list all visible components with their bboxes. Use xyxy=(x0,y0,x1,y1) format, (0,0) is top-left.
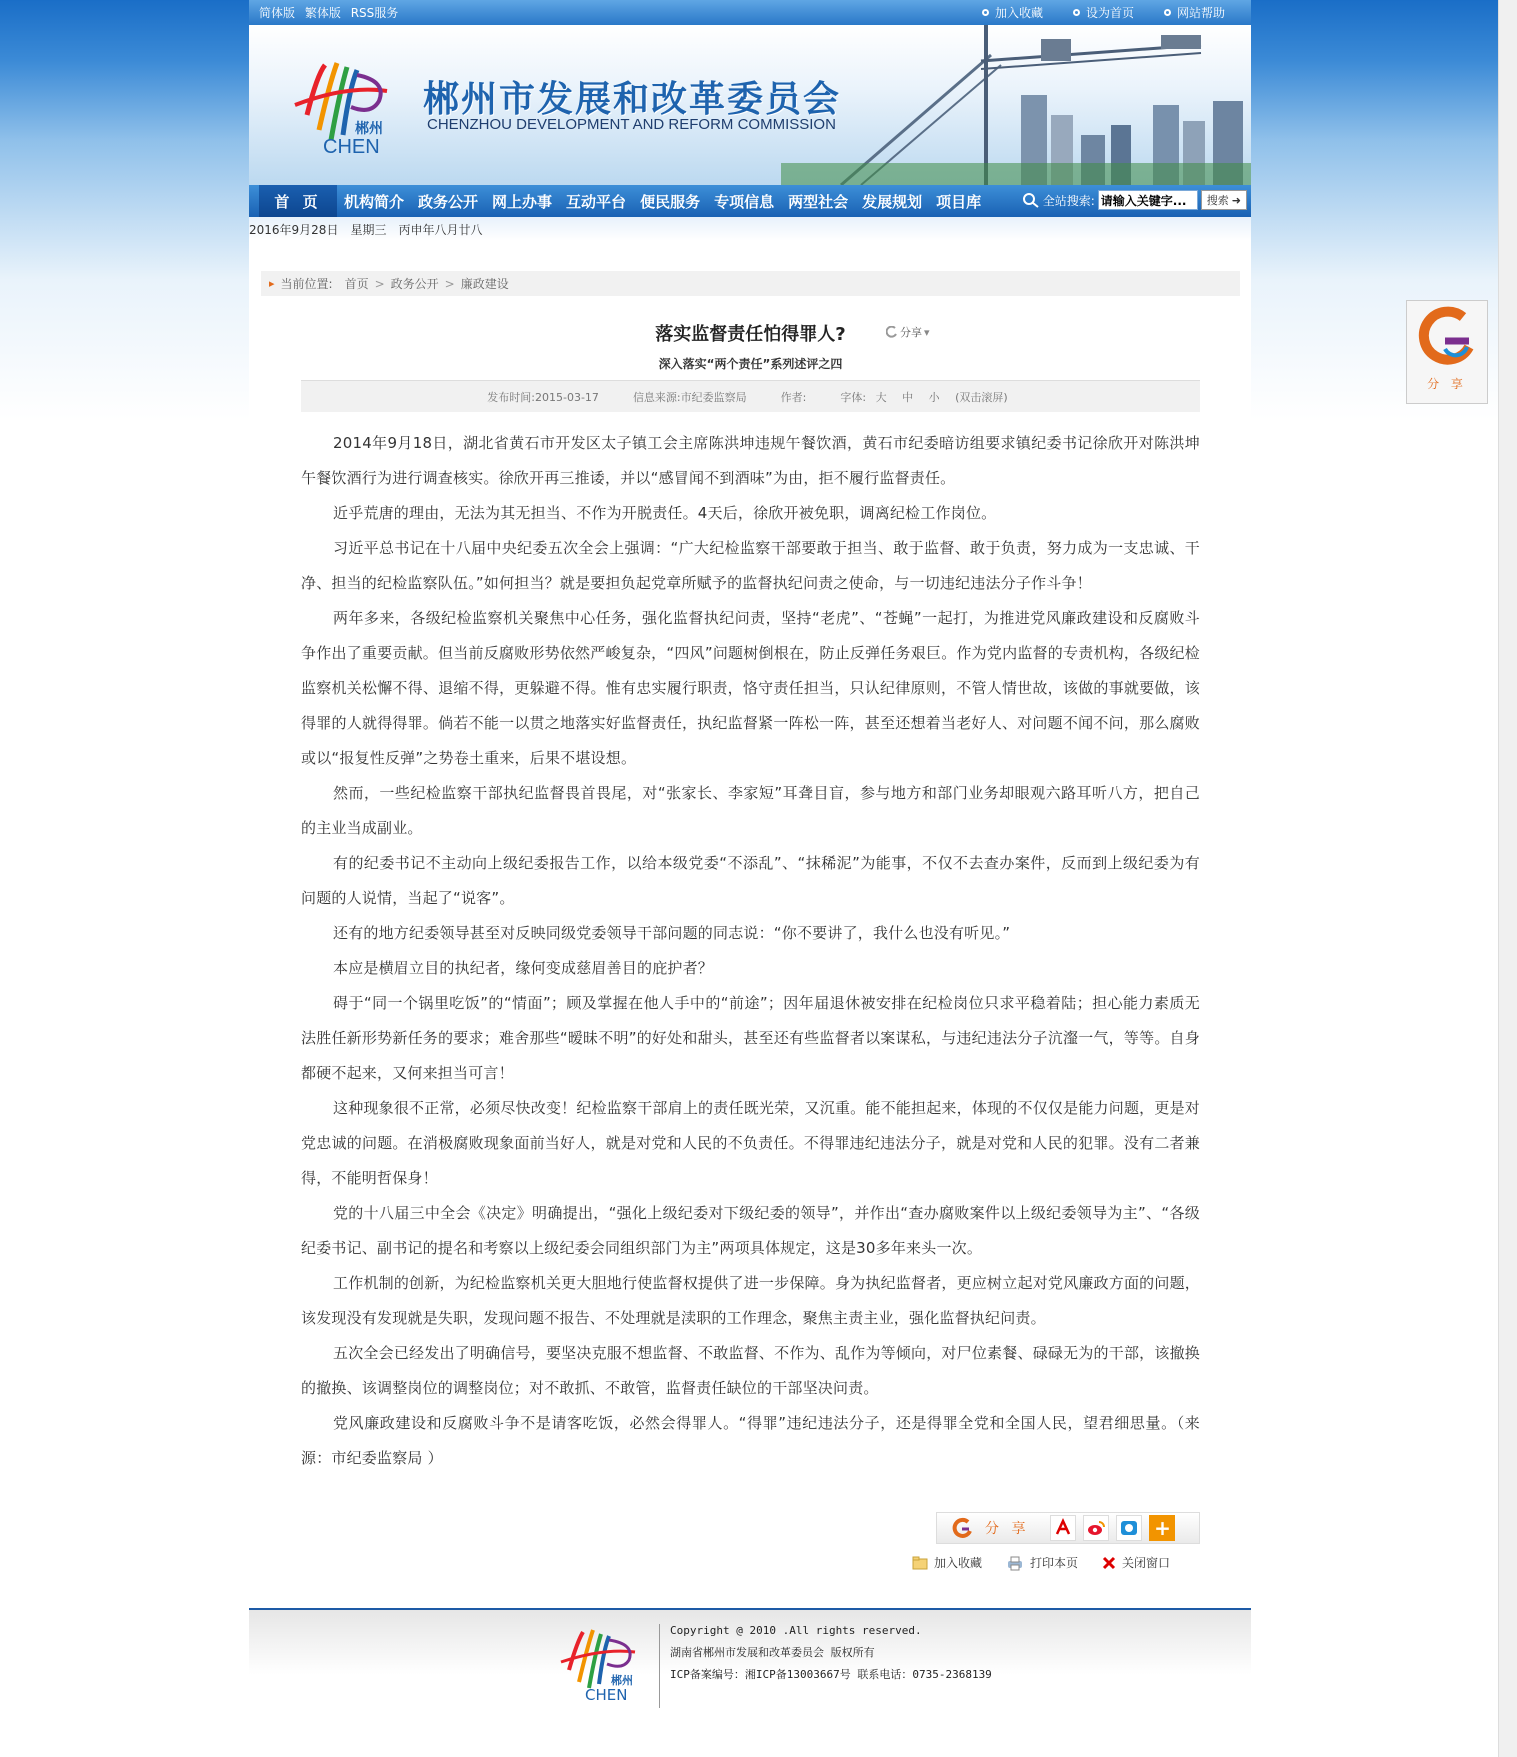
search-input[interactable] xyxy=(1098,190,1198,210)
nav-home[interactable]: 首 页 xyxy=(259,185,337,217)
share-tencent-icon[interactable] xyxy=(1116,1515,1142,1541)
article-body xyxy=(301,426,1200,1476)
paragraph: 近乎荒唐的理由，无法为其无担当、不作为开脱责任。4天后，徐欣开被免职，调离纪检工作岗位。 xyxy=(333,504,997,522)
paragraph: 2014年9月18日，湖北省黄石市开发区太子镇工会主席陈洪坤违规午餐饮酒，黄石市纪委暗访组要求镇纪委书记徐欣开对陈洪坤午餐饮酒行为进行调查核实。徐欣开再三推诿，并以“感冒闻不到酒味”为由，拒不履行监督责任。 xyxy=(301,434,1200,487)
nav-item-about[interactable]: 机构简介 xyxy=(344,192,405,211)
lunar-date: 丙申年八月廿八 xyxy=(398,222,483,237)
chevron-right-icon: > xyxy=(444,276,455,291)
share-more-button[interactable] xyxy=(1149,1515,1175,1541)
footer-logo-icon xyxy=(555,1618,645,1718)
close-window-tool-label: 关闭窗口 xyxy=(1122,1556,1171,1570)
breadcrumb-home[interactable]: 首页 xyxy=(344,277,369,291)
breadcrumb-integrity[interactable]: 廉政建设 xyxy=(460,277,509,291)
caret-down-icon: ▾ xyxy=(924,325,930,339)
close-window-tool[interactable] xyxy=(1102,1554,1170,1571)
share-mini-label: 分享 xyxy=(900,326,922,339)
search-button[interactable] xyxy=(1201,190,1247,210)
folder-icon xyxy=(912,1555,928,1571)
share-logo-icon xyxy=(1415,301,1479,373)
footer-divider xyxy=(659,1624,660,1708)
title-row xyxy=(301,320,1200,346)
author: 作者: xyxy=(780,390,807,404)
paragraph: 这种现象很不正常，必须尽快改变！纪检监察干部肩上的责任既光荣，又沉重。能不能担起来，体现的不仅仅是能力问题，更是对党忠诚的问题。在消极腐败现象面前当好人，就是对党和人民的不负责任。不得罪违纪违法分子，就是对党和人民的犯罪。没有二者兼得，不能明哲保身！ xyxy=(301,1099,1200,1187)
paragraph: 本应是横眉立目的执纪者，缘何变成慈眉善目的庇护者？ xyxy=(333,959,714,977)
breadcrumb-marker-icon: ▸ xyxy=(269,277,275,290)
info-source: 信息来源:市纪委监察局 xyxy=(632,390,747,404)
print-tool-label: 打印本页 xyxy=(1030,1556,1079,1570)
chevron-right-icon: > xyxy=(374,276,385,291)
crane-skyline-icon xyxy=(781,25,1251,185)
breadcrumb xyxy=(261,271,1240,296)
svg-text:郴州: 郴州 xyxy=(611,1674,633,1687)
footer-owner: 湖南省郴州市发展和改革委员会 版权所有 xyxy=(670,1646,875,1659)
search-label: 全站搜索: xyxy=(1042,193,1095,208)
paragraph: 还有的地方纪委领导甚至对反映同级党委领导干部问题的同志说：“你不要讲了，我什么也没有听见。” xyxy=(333,924,1011,942)
svg-text:郴州: 郴州 xyxy=(355,121,383,137)
paragraph: 有的纪委书记不主动向上级纪委报告工作，以给本级党委“不添乱”、“抹稀泥”为能事，不仅不去查办案件，反而到上级纪委为有问题的人说情，当起了“说客”。 xyxy=(301,854,1200,907)
current-date: 2016年9月28日 xyxy=(249,222,339,237)
paragraph: 习近平总书记在十八届中央纪委五次全会上强调：“广大纪检监察干部要敢于担当、敢于监督、敢于负责，努力成为一支忠诚、干净、担当的纪检监察队伍。”如何担当？就是要担负起党章所赋予的监督执纪问责之使命，与一切违纪违法分子作斗争！ xyxy=(301,539,1200,592)
breadcrumb-gov-affairs[interactable]: 政务公开 xyxy=(390,277,439,291)
close-icon xyxy=(1102,1556,1116,1570)
share-logo-icon xyxy=(951,1517,973,1539)
simplified-link[interactable]: 简体版 xyxy=(259,6,296,20)
article xyxy=(301,320,1200,1476)
header-banner xyxy=(249,25,1251,185)
site-help-label: 网站帮助 xyxy=(1176,6,1225,20)
footer-info xyxy=(670,1620,992,1686)
nav-item-project-library[interactable]: 项目库 xyxy=(936,192,982,211)
share-weibo-icon[interactable] xyxy=(1083,1515,1109,1541)
top-bar xyxy=(249,0,1251,25)
add-favorite-tool[interactable] xyxy=(912,1554,982,1571)
footer-copyright: Copyright @ 2010 .All rights reserved. xyxy=(670,1624,922,1637)
page-container xyxy=(249,0,1251,1757)
site-title: 郴州市发展和改革委员会 xyxy=(423,78,842,120)
share-mini-button[interactable] xyxy=(886,324,930,340)
paragraph: 党的十八届三中全会《决定》明确提出，“强化上级纪委对下级纪委的领导”，并作出“查办腐败案件以上级纪委领导为主”、“各级纪委书记、副书记的提名和考察以上级纪委会同组织部门为主”两项具体规定，这是30多年来头一次。 xyxy=(301,1204,1200,1257)
double-click-scroll[interactable]: (双击滚屏) xyxy=(955,390,1008,404)
add-favorite-tool-label: 加入收藏 xyxy=(934,1556,983,1570)
side-share-widget[interactable] xyxy=(1406,300,1488,404)
nav-item-development-plan[interactable]: 发展规划 xyxy=(862,192,923,211)
font-large-button[interactable]: 大 xyxy=(875,390,887,404)
side-share-label: 分 享 xyxy=(1427,377,1467,391)
font-label: 字体: xyxy=(840,390,867,404)
rss-link[interactable]: RSS服务 xyxy=(350,6,399,20)
circle-icon xyxy=(1073,9,1080,16)
site-subtitle: CHENZHOU DEVELOPMENT AND REFORM COMMISSION xyxy=(427,116,836,133)
add-favorite-label: 加入收藏 xyxy=(994,6,1043,20)
article-meta xyxy=(301,380,1200,412)
circle-icon xyxy=(982,9,989,16)
set-homepage-label: 设为首页 xyxy=(1085,6,1134,20)
font-small-button[interactable]: 小 xyxy=(928,390,940,404)
paragraph: 工作机制的创新，为纪检监察机关更大胆地行使监督权提供了进一步保障。身为执纪监督者，更应树立起对党风廉政方面的问题，该发现没有发现就是失职，发现问题不报告、不处理就是渎职的工作理念，聚焦主责主业，强化监督执纪问责。 xyxy=(301,1274,1200,1327)
print-tool[interactable] xyxy=(1006,1554,1078,1571)
footer-icp: ICP备案编号：湘ICP备13003667号 联系电话：0735-2368139 xyxy=(670,1668,992,1681)
nav-item-gov-affairs[interactable]: 政务公开 xyxy=(418,192,479,211)
set-homepage-link[interactable] xyxy=(1073,4,1134,21)
nav-item-special-info[interactable]: 专项信息 xyxy=(714,192,775,211)
traditional-link[interactable]: 繁体版 xyxy=(304,6,341,20)
paragraph: 五次全会已经发出了明确信号，要坚决克服不想监督、不敢监督、不作为、乱作为等倾向，对尸位素餐、碌碌无为的干部，该撤换的撤换、该调整岗位的调整岗位；对不敢抓、不敢管，监督责任缺位的干部坚决问责。 xyxy=(301,1344,1200,1397)
font-medium-button[interactable]: 中 xyxy=(902,390,914,404)
date-bar xyxy=(249,217,1251,241)
site-search xyxy=(1022,190,1247,210)
site-help-link[interactable] xyxy=(1164,4,1225,21)
breadcrumb-label: 当前位置: xyxy=(280,277,333,291)
svg-text:CHEN: CHEN xyxy=(585,1686,628,1704)
plus-icon: + xyxy=(1154,1516,1171,1540)
circle-icon xyxy=(1164,9,1171,16)
nav-item-online-service[interactable]: 网上办事 xyxy=(492,192,553,211)
share-icon xyxy=(886,326,898,338)
article-title: 落实监督责任怕得罪人? xyxy=(655,324,846,345)
printer-icon xyxy=(1006,1555,1024,1571)
paragraph: 然而，一些纪检监察干部执纪监督畏首畏尾，对“张家长、李家短”耳聋目盲，参与地方和部门业务却眼观六路耳听八方，把自己的主业当成副业。 xyxy=(301,784,1200,837)
scrollbar[interactable] xyxy=(1498,0,1517,1757)
publish-time: 发布时间:2015-03-17 xyxy=(487,390,599,404)
paragraph: 两年多来，各级纪检监察机关聚焦中心任务，强化监督执纪问责，坚持“老虎”、“苍蝇”一起打，为推进党风廉政建设和反腐败斗争作出了重要贡献。但当前反腐败形势依然严峻复杂，“四风”问题树倒根在，防止反弹任务艰巨。作为党内监督的专责机构，各级纪检监察机关松懈不得、退缩不得，更躲避不得。惟有忠实履行职责，恪守责任担当，只认纪律原则，不管人情世故，该做的事就要做，该得罪的人就得得罪。倘若不能一以贯之地落实好监督责任，执纪监督紧一阵松一阵，甚至还想着当老好人、对问题不闻不问，那么腐败或以“报复性反弹”之势卷土重来，后果不堪设想。 xyxy=(301,609,1200,767)
search-icon xyxy=(1022,192,1040,208)
paragraph: 碍于“同一个锅里吃饭”的“情面”；顾及掌握在他人手中的“前途”；因年届退休被安排在纪检岗位只求平稳着陆；担心能力素质无法胜任新形势新任务的要求；难舍那些“暧昧不明”的好处和甜头，甚至还有些监督者以案谋私，与违纪违法分子沆瀣一气，等等。自身都硬不起来，又何来担当可言！ xyxy=(301,994,1200,1082)
article-subtitle: 深入落实“两个责任”系列述评之四 xyxy=(658,357,843,371)
svg-text:CHEN: CHEN xyxy=(323,136,380,158)
nav-item-two-type-society[interactable]: 两型社会 xyxy=(788,192,849,211)
share-bar-label: 分 享 xyxy=(985,1521,1030,1537)
nav-item-interaction[interactable]: 互动平台 xyxy=(566,192,627,211)
share-pdf-icon[interactable] xyxy=(1050,1515,1076,1541)
article-tools xyxy=(912,1554,1170,1571)
chen-logo-icon xyxy=(287,45,397,175)
arrow-right-icon: ➜ xyxy=(1231,193,1241,207)
add-favorite-link[interactable] xyxy=(982,4,1043,21)
main-nav xyxy=(249,185,1251,217)
footer xyxy=(249,1608,1251,1718)
font-size-controls xyxy=(840,389,1013,405)
nav-item-public-service[interactable]: 便民服务 xyxy=(640,192,701,211)
share-bar xyxy=(936,1512,1200,1544)
paragraph: 党风廉政建设和反腐败斗争不是请客吃饭，必然会得罪人。“得罪”违纪违法分子，还是得罪全党和全国人民，望君细思量。（来源：市纪委监察局 ） xyxy=(301,1414,1200,1467)
search-button-label: 搜索 xyxy=(1206,194,1229,207)
current-weekday: 星期三 xyxy=(350,222,387,237)
